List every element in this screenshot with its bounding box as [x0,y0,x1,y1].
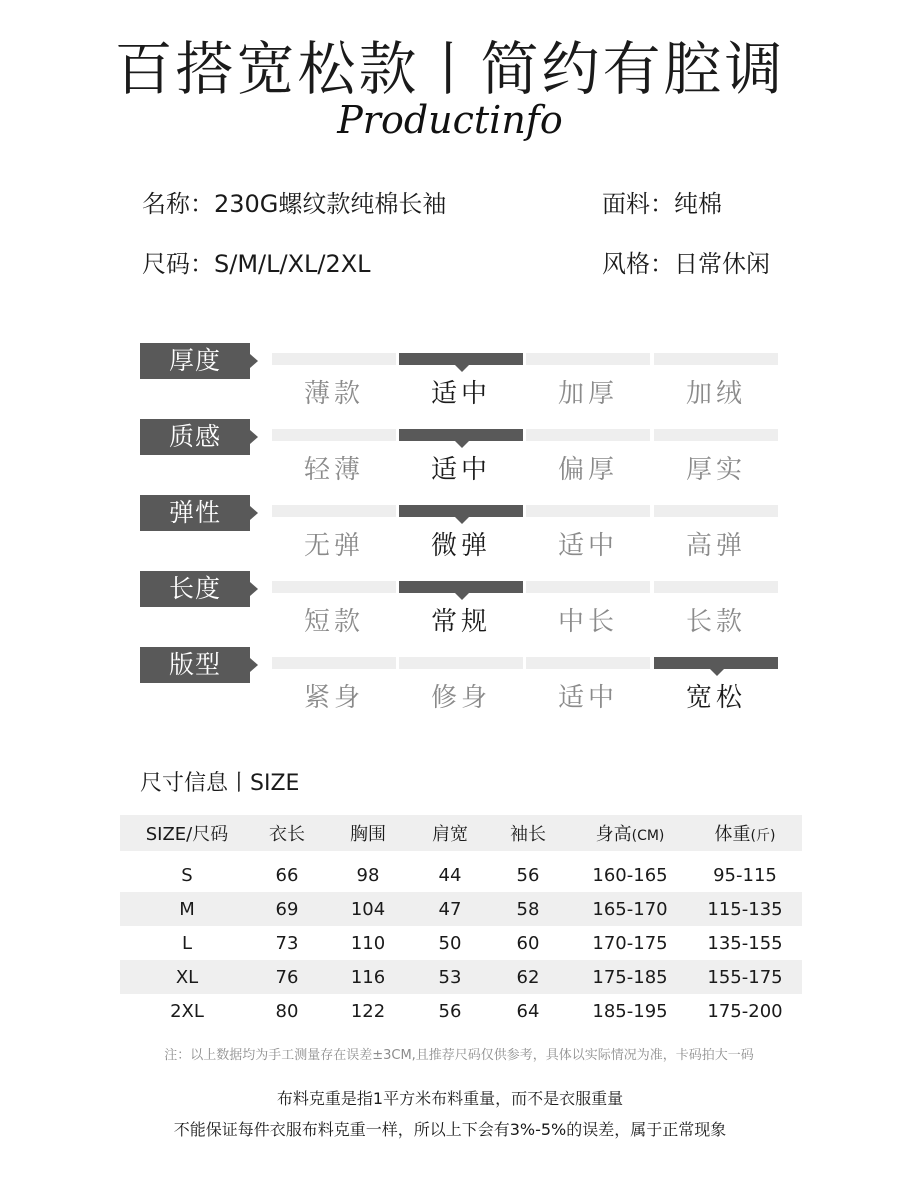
table-row [120,926,802,960]
scale-segment [654,353,778,365]
attribute-option: 无弹 [303,531,364,561]
attribute-option: 长款 [685,607,746,637]
header-height-label: 身高 [595,824,632,845]
product-name [142,184,446,219]
cell-shoulder: 47 [416,892,484,926]
header-weight-label: 体重 [714,824,751,845]
product-info-subtitle: Productinfo [337,98,563,142]
cell-height: 170-175 [592,932,668,954]
cell-chest: 98 [356,864,380,886]
attribute-option: 紧身 [303,683,364,713]
cell-weight: 135-155 [707,932,783,954]
cell-length: 66 [275,864,299,886]
attribute-option-selected: 宽松 [685,683,746,713]
attribute-label: 质感 [140,419,250,455]
header-sleeve: 袖长 [484,815,572,851]
cell-weight: 175-200 [707,1000,783,1022]
header-height [572,815,688,851]
cell-chest: 116 [320,960,416,994]
scale-segment [654,581,778,593]
size-table-title: 尺寸信息丨SIZE [140,771,300,796]
product-style [602,244,770,279]
table-row [120,892,802,926]
cell-shoulder: 53 [416,960,484,994]
attribute-option: 短款 [303,607,364,637]
cell-shoulder: 50 [438,932,462,954]
cell-length: 80 [275,1000,299,1022]
size-table-body [120,851,802,1028]
scale-segment [272,353,396,365]
cell-height: 185-195 [592,1000,668,1022]
cell-shoulder: 44 [438,864,462,886]
product-sizes [142,244,371,279]
cell-weight: 115-135 [688,892,802,926]
cell-length: 69 [254,892,320,926]
header-size: SIZE/尺码 [120,815,254,851]
scale-segment-selected [399,429,523,441]
attribute-arrow-icon [250,506,258,520]
scale-segment [272,581,396,593]
attribute-option-selected: 适中 [430,379,491,409]
header-chest: 胸围 [320,815,416,851]
attribute-option: 中长 [557,607,618,637]
cell-shoulder: 56 [438,1000,462,1022]
attribute-option: 加绒 [685,379,746,409]
cell-length: 76 [254,960,320,994]
product-sizes-value: S/M/L/XL/2XL [214,250,371,278]
attribute-option: 修身 [430,683,491,713]
product-fabric-value: 纯棉 [674,190,722,218]
attribute-arrow-icon [250,354,258,368]
attribute-label: 厚度 [140,343,250,379]
attribute-option: 偏厚 [557,455,618,485]
attribute-option: 适中 [557,683,618,713]
product-sizes-label: 尺码： [142,250,214,278]
cell-size: XL [120,960,254,994]
attribute-arrow-icon [250,582,258,596]
header-weight-unit: (斤) [750,828,776,844]
table-row [120,994,802,1028]
scale-segment [272,505,396,517]
scale-segment [526,505,650,517]
cell-size: L [181,932,193,954]
attribute-option: 厚实 [685,455,746,485]
cell-size: S [181,864,193,886]
measurement-disclaimer: 注：以上数据均为手工测量存在误差±3CM,且推荐尺码仅供参考，具体以实际情况为准，卡码拍大一码 [164,1048,754,1063]
cell-sleeve: 64 [516,1000,540,1022]
product-fabric-label: 面料： [602,190,674,218]
cell-height: 165-170 [572,892,688,926]
scale-segment-selected [399,353,523,365]
attribute-arrow-icon [250,658,258,672]
attribute-label: 版型 [140,647,250,683]
attribute-option-selected: 微弹 [430,531,491,561]
product-name-value: 230G螺纹款纯棉长袖 [214,190,447,218]
cell-length: 73 [275,932,299,954]
attribute-option: 适中 [557,531,618,561]
scale-segment [399,657,523,669]
scale-segment [272,429,396,441]
product-fabric [602,184,722,219]
cell-sleeve: 60 [516,932,540,954]
cell-sleeve: 58 [484,892,572,926]
cell-sleeve: 56 [516,864,540,886]
product-style-value: 日常休闲 [674,250,770,278]
attribute-label: 长度 [140,571,250,607]
product-name-label: 名称： [142,190,214,218]
cell-weight: 95-115 [713,864,777,886]
attribute-label: 弹性 [140,495,250,531]
table-row [120,851,802,892]
cell-weight: 155-175 [688,960,802,994]
cell-size: 2XL [170,1000,204,1022]
attribute-option-selected: 常规 [430,607,491,637]
cell-chest: 104 [320,892,416,926]
scale-segment [272,657,396,669]
scale-segment [526,657,650,669]
header-length: 衣长 [254,815,320,851]
cell-chest: 122 [350,1000,386,1022]
attribute-option: 轻薄 [303,455,364,485]
product-style-label: 风格： [602,250,674,278]
scale-segment [654,429,778,441]
scale-segment [526,353,650,365]
cell-height: 175-185 [572,960,688,994]
scale-segment [654,505,778,517]
scale-segment-selected [399,505,523,517]
header-height-unit: (CM) [631,828,665,844]
fabric-weight-note: 布料克重是指1平方米布料重量，而不是衣服重量 [276,1089,624,1108]
size-table-header [120,815,802,851]
table-row [120,960,802,994]
scale-segment [526,429,650,441]
size-table [120,815,802,1028]
attribute-option: 加厚 [557,379,618,409]
headline: 百搭宽松款丨简约有腔调 [114,35,786,103]
cell-height: 160-165 [592,864,668,886]
scale-segment-selected [399,581,523,593]
scale-segment-selected [654,657,778,669]
header-weight [688,815,802,851]
cell-sleeve: 62 [484,960,572,994]
attribute-option: 高弹 [685,531,746,561]
fabric-tolerance-note: 不能保证每件衣服布料克重一样，所以上下会有3%-5%的误差，属于正常现象 [173,1120,727,1139]
attribute-option: 薄款 [303,379,364,409]
cell-chest: 110 [350,932,386,954]
attribute-arrow-icon [250,430,258,444]
scale-segment [526,581,650,593]
attribute-option-selected: 适中 [430,455,491,485]
cell-size: M [120,892,254,926]
header-shoulder: 肩宽 [416,815,484,851]
